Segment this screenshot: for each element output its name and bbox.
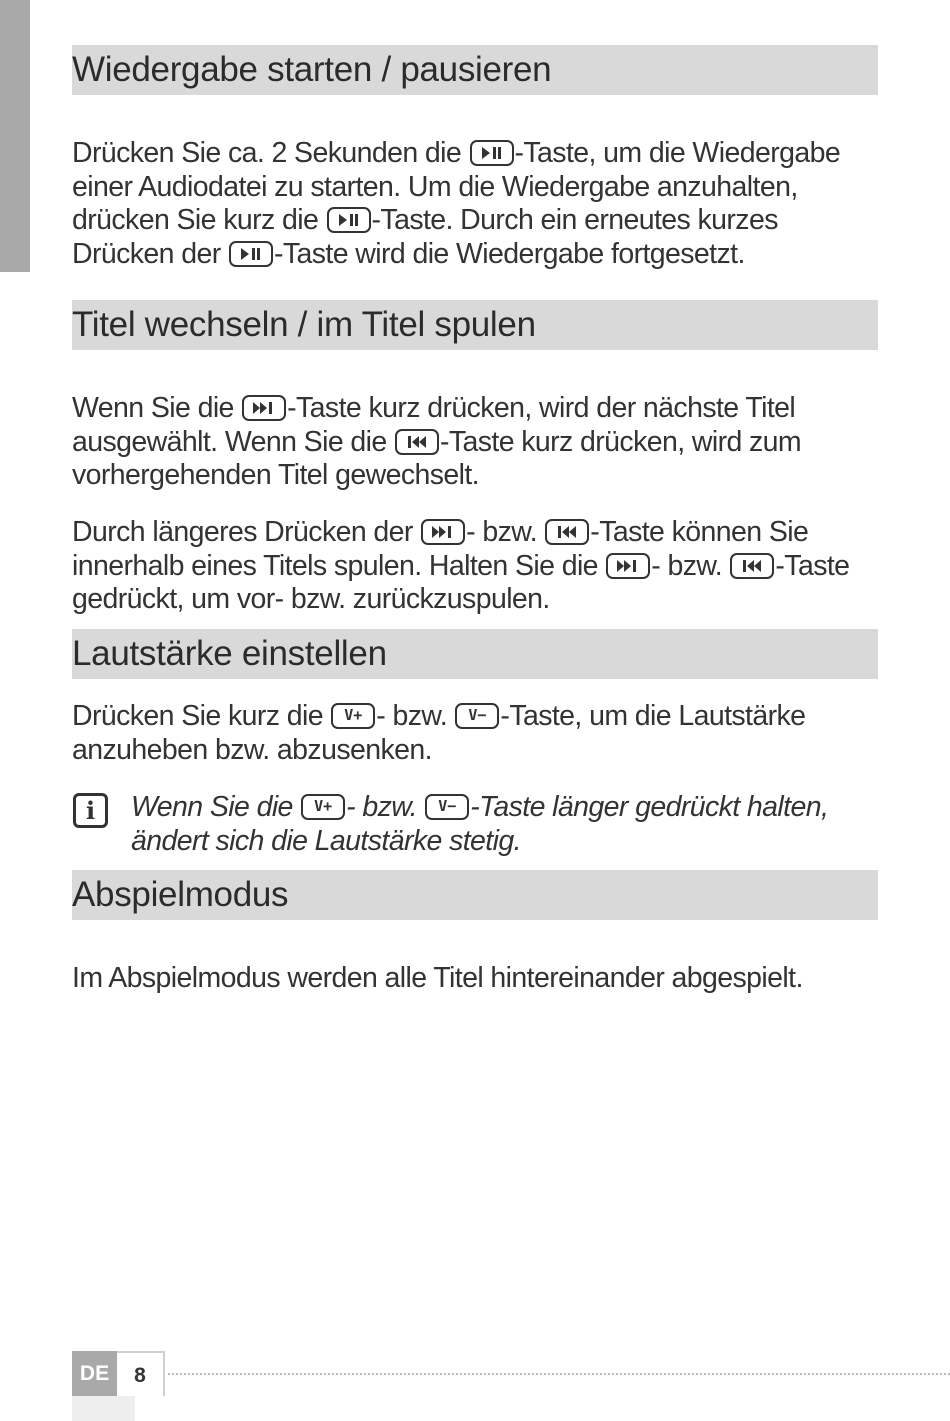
text-line: Wenn Sie die -Taste kurz drücken, wird der nächste Titel bbox=[72, 392, 796, 424]
paragraph-abspielmodus bbox=[72, 962, 882, 996]
text-line: drücken Sie kurz die -Taste. Durch ein erneutes kurzes bbox=[72, 204, 778, 236]
volume-down-key-icon bbox=[455, 703, 499, 729]
text-line: Drücken Sie kurz die V+ - bzw. V− -Taste, um die Lautstärke bbox=[72, 700, 806, 732]
paragraph-spulen bbox=[72, 516, 882, 617]
text-line: ausgewählt. Wenn Sie die -Taste kurz drücken, wird zum bbox=[72, 425, 802, 458]
text-line: Durch längeres Drücken der - bzw. -Taste können Sie bbox=[72, 516, 809, 548]
text-line: Drücken Sie ca. 2 Sekunden die -Taste, um die Wiedergabe bbox=[72, 137, 841, 169]
text-line: innerhalb eines Titels spulen. Halten Sie die - bzw. -Taste bbox=[72, 549, 850, 582]
text-line: vorhergehenden Titel gewechselt. bbox=[72, 459, 479, 491]
footer-decoration bbox=[72, 1396, 135, 1421]
next-track-icon bbox=[421, 519, 465, 545]
text-line: Im Abspielmodus werden alle Titel hintereinander abgespielt. bbox=[72, 962, 803, 994]
heading-abspielmodus: Abspielmodus bbox=[72, 870, 878, 920]
previous-track-icon bbox=[545, 519, 589, 545]
footer-page-number: 8 bbox=[117, 1351, 165, 1396]
next-track-icon bbox=[606, 553, 650, 579]
key-label: V− bbox=[438, 797, 457, 815]
key-label: V− bbox=[468, 706, 487, 724]
volume-up-key-icon bbox=[331, 703, 375, 729]
previous-track-icon bbox=[395, 429, 439, 455]
volume-down-key-icon bbox=[425, 794, 469, 820]
paragraph-titel-wechseln bbox=[72, 392, 882, 493]
note-lautstaerke bbox=[131, 791, 891, 858]
text-line: ändert sich die Lautstärke stetig. bbox=[131, 824, 521, 857]
paragraph-lautstaerke bbox=[72, 700, 882, 767]
heading-titel-wechseln: Titel wechseln / im Titel spulen bbox=[72, 300, 878, 350]
key-label: V+ bbox=[314, 797, 333, 815]
text-line: Drücken der -Taste wird die Wiedergabe fortgesetzt. bbox=[72, 237, 745, 270]
footer-dotted-rule bbox=[168, 1373, 950, 1375]
info-icon: i bbox=[73, 793, 108, 828]
text-line: anzuheben bzw. abzusenken. bbox=[72, 733, 432, 766]
text-line: einer Audiodatei zu starten. Um die Wiedergabe anzuhalten, bbox=[72, 170, 798, 203]
next-track-icon bbox=[242, 395, 286, 421]
play-pause-icon bbox=[327, 207, 371, 233]
volume-up-key-icon bbox=[301, 794, 345, 820]
text-line: Wenn Sie die V+ - bzw. V− -Taste länger gedrückt halten, bbox=[131, 791, 829, 823]
side-tab-bar bbox=[0, 0, 30, 272]
heading-lautstaerke: Lautstärke einstellen bbox=[72, 629, 878, 679]
paragraph-wiedergabe bbox=[72, 137, 882, 271]
play-pause-icon bbox=[229, 241, 273, 267]
text-line: gedrückt, um vor- bzw. zurückzuspulen. bbox=[72, 583, 550, 615]
footer-language-tab: DE bbox=[72, 1351, 117, 1396]
play-pause-icon bbox=[470, 140, 514, 166]
key-label: V+ bbox=[344, 706, 363, 724]
previous-track-icon bbox=[730, 553, 774, 579]
heading-wiedergabe: Wiedergabe starten / pausieren bbox=[72, 45, 878, 95]
